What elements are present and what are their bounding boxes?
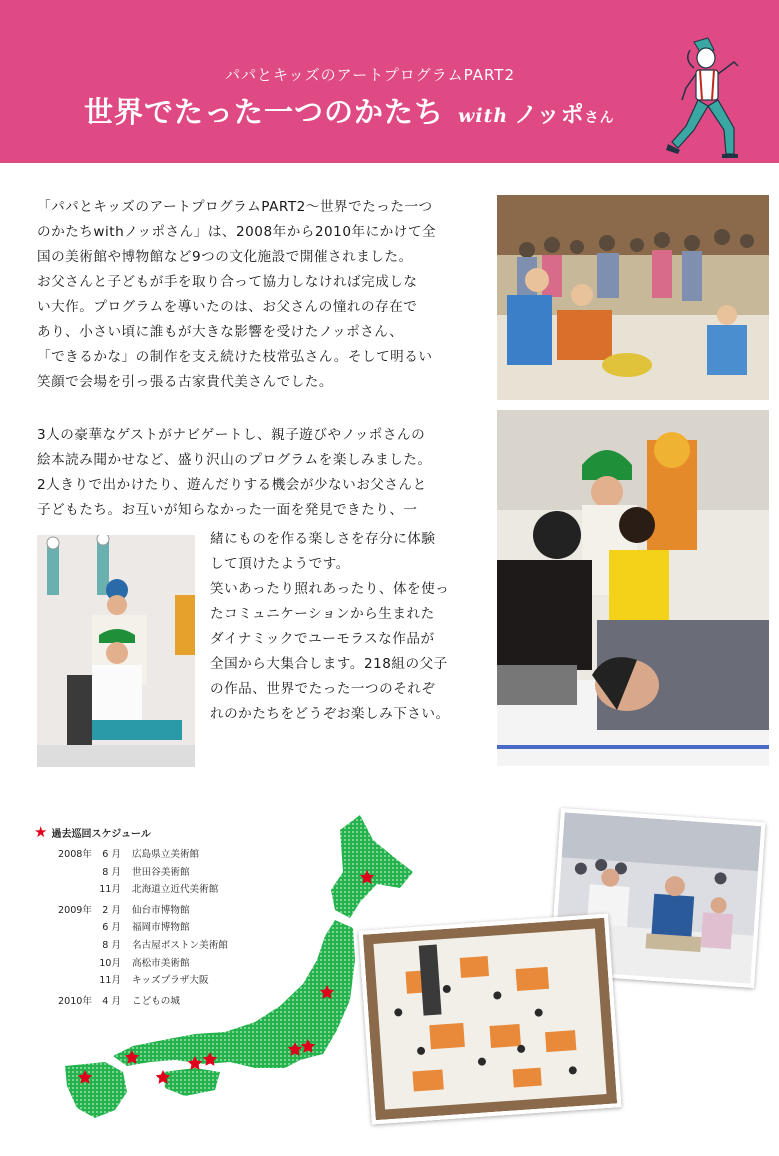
text-line: の作品、世界でたった一つのそれぞ (210, 681, 436, 697)
schedule-year: 2008年 (58, 849, 93, 860)
text-line: 緒にものを作る楽しさを存分に体験 (210, 531, 436, 547)
schedule-venue: キッズプラザ大阪 (132, 975, 209, 987)
text-line: 「できるかな」の制作を支え続けた枝常弘さん。そして明るい (37, 349, 433, 365)
schedule-month: 11月 (99, 975, 121, 987)
page-title (84, 90, 615, 131)
text-line: 2人きりで出かけたり、遊んだりする機会が少ないお父さんと (37, 477, 427, 493)
intro-paragraph (37, 195, 436, 395)
text-line: 国の美術館や博物館など9つの文化施設で開催されました。 (37, 249, 413, 265)
text-line: 笑顔で会場を引っ張る古家貴代美さんでした。 (37, 374, 333, 390)
text-line: 絵本読み聞かせなど、盛り沢山のプログラムを楽しみました。 (37, 452, 432, 468)
schedule-title (34, 823, 151, 841)
schedule-month: 11月 (99, 884, 121, 896)
hokkaido-region (331, 815, 413, 918)
schedule-venue: 高松市美術館 (132, 957, 190, 969)
shikoku-region (163, 1068, 220, 1096)
text-line: のかたちwithノッポさん」は、2008年から2010年にかけて全 (37, 224, 437, 240)
text-line: 子どもたち。お互いが知らなかった一面を発見できたり、一 (37, 502, 418, 518)
star-icon: ★ (34, 823, 48, 841)
text-line: い大作。プログラムを導いたのは、お父さんの憧れの存在で (37, 299, 418, 315)
text-line: 全国から大集合します。218組の父子 (210, 656, 448, 672)
schedule-month: 8 月 (102, 939, 121, 951)
schedule-month: 6 月 (102, 922, 121, 934)
schedule-year: 2009年 (58, 904, 93, 916)
header-banner (0, 0, 779, 163)
photo-noppo-with-children (497, 410, 769, 766)
schedule-month: 2 月 (102, 904, 121, 916)
schedule-title-text: 過去巡回スケジュール (51, 829, 151, 840)
text-line: して頂けたようです。 (210, 556, 350, 572)
kyushu-region (65, 1062, 127, 1118)
schedule-venue: 広島県立美術館 (132, 849, 200, 860)
guest-paragraph (37, 423, 432, 523)
schedule-month: 10月 (99, 957, 121, 969)
schedule-venue: 名古屋ボストン美術館 (132, 939, 228, 951)
schedule-month: 6 月 (102, 849, 121, 860)
closing-paragraph (210, 527, 450, 727)
text-line: お父さんと子どもが手を取り合って協力しなければ完成しな (37, 274, 418, 290)
photo-aerial-floor-artwork (359, 914, 622, 1125)
title-san: さん (584, 110, 615, 126)
text-line: れのかたちをどうぞお楽しみ下さい。 (210, 706, 450, 722)
text-line: たコミュニケーションから生まれた (210, 606, 435, 622)
text-line: ダイナミックでユーモラスな作品が (210, 631, 435, 647)
schedule-venue: 北海道立近代美術館 (132, 884, 219, 896)
schedule-venue: こどもの城 (132, 995, 180, 1007)
header-subtitle: パパとキッズのアートプログラムPART2 (224, 66, 516, 84)
title-noppo: ノッポ (514, 102, 585, 128)
noppo-mascot-illustration (664, 30, 748, 162)
text-line: 笑いあったり照れあったり、体を使っ (210, 581, 450, 597)
text-line: 「パパとキッズのアートプログラムPART2～世界でたった一つ (37, 199, 433, 215)
title-with: with (458, 105, 509, 127)
text-line: あり、小さい頃に誰もが大きな影響を受けたノッポさん、 (37, 324, 404, 340)
schedule-month: 8 月 (102, 866, 121, 878)
photo-workshop-crowd (497, 195, 769, 400)
text-line: 3人の豪華なゲストがナビゲートし、親子遊びやノッポさんの (37, 427, 426, 443)
schedule-venue: 仙台市博物館 (132, 904, 190, 916)
schedule-year: 2010年 (58, 995, 93, 1007)
title-main: 世界でたった一つのかたち (84, 95, 445, 129)
photo-noppo-performance (37, 535, 195, 767)
schedule-venue: 世田谷美術館 (132, 866, 190, 878)
schedule-month: 4 月 (102, 995, 121, 1007)
schedule-venue: 福岡市博物館 (132, 922, 190, 934)
